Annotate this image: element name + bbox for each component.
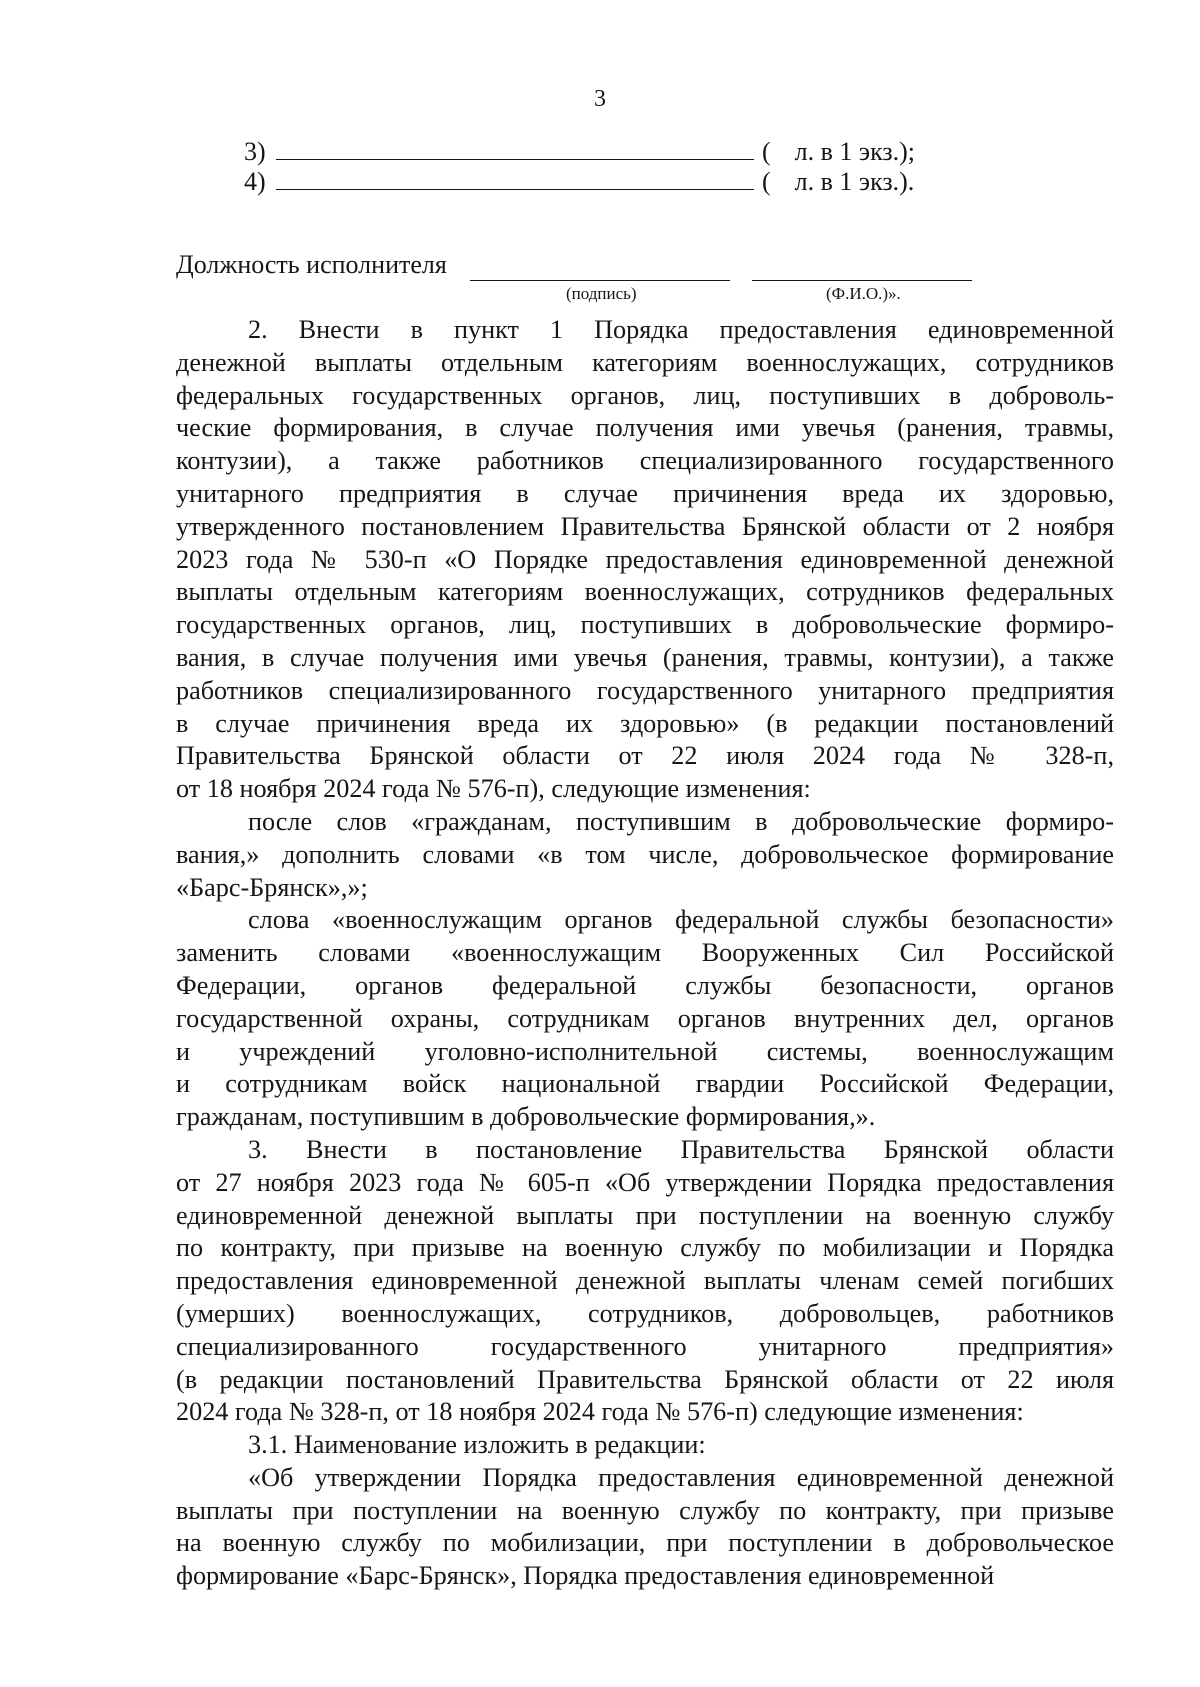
document-line: работников специализированного государственного унитарного предприятия [176,675,1114,705]
document-line: вания,» дополнить словами «в том числе, добровольческое формирование [176,839,1114,869]
list-item-number: 3) [244,137,266,166]
list-item-number: 4) [244,167,266,196]
document-line: 3. Внести в постановление Правительства Брянской области [248,1134,1114,1164]
document-line: Правительства Брянской области от 22 июля 2024 года № 328-п, [176,741,1114,771]
document-line: 3.1. Наименование изложить в редакции: [248,1430,706,1460]
document-line: предоставления единовременной денежной выплаты членам семей погибших [176,1266,1114,1296]
document-line: от 18 ноября 2024 года № 576-п), следующие изменения: [176,774,811,804]
document-line: 2024 года № 328-п, от 18 ноября 2024 года № 576-п) следующие изменения: [176,1397,1024,1427]
document-line: контузии), а также работников специализированного государственного [176,446,1114,476]
copies-count-text: л. в 1 экз.). [794,167,915,196]
document-line: «Барс-Брянск»,»; [176,872,368,902]
fill-in-blank[interactable] [276,137,754,160]
document-line: единовременной денежной выплаты при поступлении на военную службу [176,1200,1114,1230]
page-number: 3 [594,86,606,112]
document-line: (в редакции постановлений Правительства Брянской области от 22 июля [176,1364,1114,1394]
document-body [176,314,1114,1593]
document-line: формирование «Барс-Брянск», Порядка предоставления единовременной [176,1561,995,1591]
document-line: на военную службу по мобилизации, при поступлении в добровольческое [176,1528,1114,1558]
position-label: Должность исполнителя [176,250,447,279]
copies-list-item [244,137,915,167]
document-line: 2. Внести в пункт 1 Порядка предоставления единовременной [248,315,1114,344]
document-line: выплаты при поступлении на военную службу по контракту, при призыве [176,1495,1114,1525]
document-line: гражданам, поступившим в добровольческие формирования,». [176,1102,876,1132]
name-line[interactable] [752,280,972,281]
document-line: ческие формирования, в случае получения ими увечья (ранения, травмы, [176,413,1114,443]
document-line: слова «военнослужащим органов федеральной службы безопасности» [248,905,1114,935]
document-line: 2023 года № 530-п «О Порядке предоставления единовременной денежной [176,544,1114,574]
document-line: выплаты отдельным категориям военнослужащих, сотрудников федеральных [176,577,1114,607]
document-line: федеральных государственных органов, лиц, поступивших в доброволь- [176,380,1114,410]
document-line: государственных органов, лиц, поступивших в добровольческие формиро- [176,610,1114,640]
document-line: государственной охраны, сотрудникам органов внутренних дел, органов [176,1003,1114,1033]
copies-count-text: л. в 1 экз.); [794,137,916,166]
copies-list-item [244,167,914,197]
signature-caption: (подпись) [566,284,637,303]
document-line: и учреждений уголовно-исполнительной системы, военнослужащим [176,1036,1114,1066]
document-line: по контракту, при призыве на военную службу по мобилизации и Порядка [176,1233,1114,1263]
document-line: специализированного государственного унитарного предприятия» [176,1331,1114,1361]
document-line: «Об утверждении Порядка предоставления единовременной денежной [248,1462,1114,1492]
signature-line[interactable] [470,280,730,281]
document-line: Федерации, органов федеральной службы безопасности, органов [176,970,1114,1000]
name-caption: (Ф.И.О.)». [826,284,901,303]
document-line: вания, в случае получения ими увечья (ранения, травмы, контузии), а также [176,642,1114,672]
document-line: от 27 ноября 2023 года № 605-п «Об утверждении Порядка предоставления [176,1167,1114,1197]
fill-in-blank[interactable] [276,167,754,190]
document-line: после слов «гражданам, поступившим в добровольческие формиро- [248,806,1114,836]
document-line: унитарного предприятия в случае причинения вреда их здоровью, [176,478,1114,508]
document-line: денежной выплаты отдельным категориям военнослужащих, сотрудников [176,347,1114,377]
document-line: (умерших) военнослужащих, сотрудников, добровольцев, работников [176,1298,1114,1328]
paren-open: ( [762,137,771,166]
paren-open: ( [762,167,771,196]
document-line: и сотрудникам войск национальной гвардии Российской Федерации, [176,1069,1114,1099]
document-line: утвержденного постановлением Правительства Брянской области от 2 ноября [176,511,1114,541]
document-line: в случае причинения вреда их здоровью» (в редакции постановлений [176,708,1114,738]
document-line: заменить словами «военнослужащим Вооруженных Сил Российской [176,938,1114,968]
